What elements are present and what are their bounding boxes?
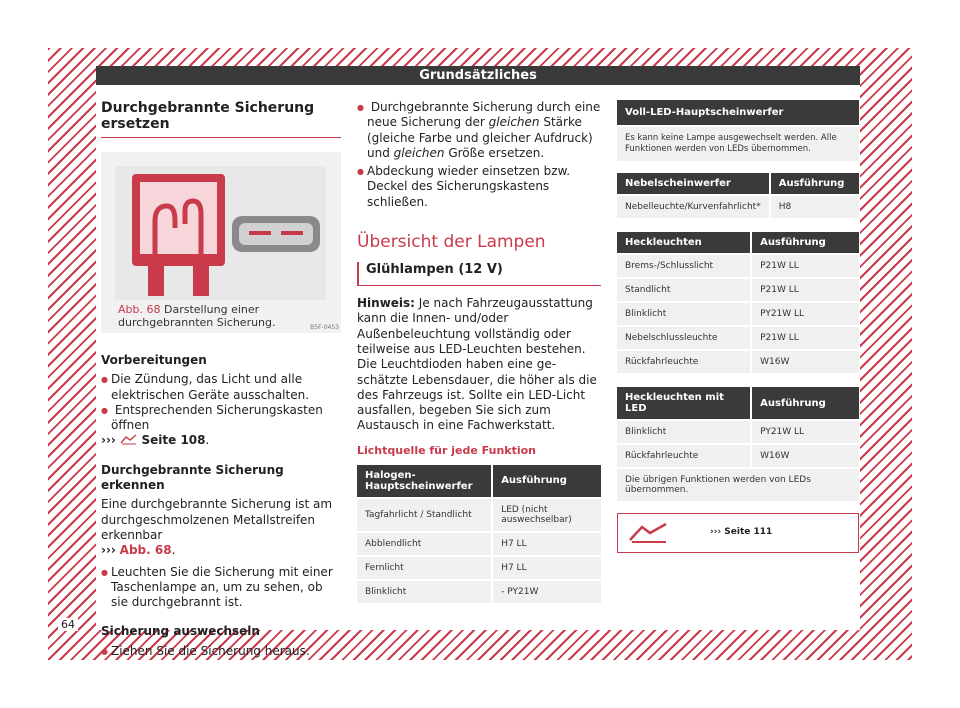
note-reference[interactable] bbox=[710, 527, 772, 537]
table-row bbox=[357, 557, 601, 579]
table-row bbox=[357, 581, 601, 603]
heck-led-table bbox=[617, 385, 859, 503]
table-row bbox=[357, 533, 601, 555]
ref-seite-111[interactable]: Seite 111 bbox=[724, 527, 773, 537]
table-cell: Tagfahrlicht / Standlicht bbox=[357, 499, 491, 531]
reference-line bbox=[101, 433, 341, 448]
hinweis-paragraph bbox=[357, 296, 601, 434]
ref-arrow-icon: ››› bbox=[710, 527, 722, 537]
table-row bbox=[617, 445, 859, 467]
ersetzen-text-c: Größe ersetzen. bbox=[444, 145, 545, 160]
table-cell: Blinklicht bbox=[357, 581, 491, 603]
table-header: Ausführung bbox=[491, 465, 601, 497]
book-icon bbox=[120, 434, 138, 445]
erkennen-ref-line bbox=[101, 543, 341, 558]
table-header: Ausführung bbox=[750, 232, 859, 253]
table-cell: P21W LL bbox=[750, 279, 859, 301]
table-row bbox=[617, 279, 859, 301]
heading-uebersicht-lampen: Übersicht der Lampen bbox=[357, 232, 546, 253]
voll-led-box bbox=[617, 100, 859, 161]
table-cell: - PY21W bbox=[491, 581, 601, 603]
bullet-sicherungskasten-text: Entsprechenden Sicherungskasten öffnen bbox=[111, 402, 323, 433]
ersetzen-text-a: Durchgebrannte Sicherung durch eine neue Sicherung der bbox=[367, 100, 601, 130]
table-cell: W16W bbox=[750, 351, 859, 373]
table-header: Ausführung bbox=[750, 387, 859, 419]
table-cell: Nebelleuchte/Kurvenfahrlicht* bbox=[617, 196, 769, 218]
ref-seite-108[interactable]: Seite 108 bbox=[141, 433, 206, 448]
halogen-table bbox=[357, 463, 601, 605]
table-cell: LED (nicht auswechselbar) bbox=[491, 499, 601, 531]
table-cell: W16W bbox=[750, 445, 859, 467]
ref-arrow-icon: ››› bbox=[101, 543, 116, 558]
table-footer-cell: Die übrigen Funktionen werden von LEDs übernommen. bbox=[617, 469, 859, 501]
lichtquelle-heading: Lichtquelle für jede Funktion bbox=[357, 443, 537, 457]
table-cell: Rückfahrleuchte bbox=[617, 445, 750, 467]
subheading-vorbereitungen: Vorbereitungen bbox=[101, 353, 207, 367]
bullet-ersetzen bbox=[357, 100, 601, 161]
ref-end: . bbox=[205, 433, 210, 448]
table-header: Nebelscheinwerfer bbox=[617, 173, 769, 194]
ersetzen-em2: gleichen bbox=[393, 145, 445, 160]
figure-box bbox=[101, 152, 341, 333]
table-cell: Brems-/Schlusslicht bbox=[617, 255, 750, 277]
table-row bbox=[617, 255, 859, 277]
bullet-abdeckung: ● Abdeckung wieder einsetzen bzw. Deckel des Sicherungskastens schließen. bbox=[357, 164, 601, 210]
table-row bbox=[617, 351, 859, 373]
table-cell: H8 bbox=[769, 196, 859, 218]
subheading-erkennen: Durchgebrannte Sicherung erkennen bbox=[101, 462, 284, 493]
table-row bbox=[357, 499, 601, 531]
heading-gluehlampen: Glühlampen (12 V) bbox=[357, 262, 601, 286]
hinweis-text: Je nach Fahrzeugausstattung kann die Innen- und/oder Außenbeleuchtung vollständig oder teilweise aus LED-Leuchten bestehen. Die Leuchtdioden haben eine geschätzte Lebensdauer, die höher als die des Fahrzeugs ist. Sollte ein LED-Licht ausfallen, begeben Sie sich zum Austausch in eine Fachwerkstatt. bbox=[357, 296, 597, 433]
subheading-auswechseln: Sicherung auswechseln bbox=[101, 624, 260, 639]
figure-code: B5F-0453 bbox=[310, 324, 339, 331]
heck-table bbox=[617, 230, 859, 375]
table-cell: Rückfahrleuchte bbox=[617, 351, 750, 373]
section-heading: Durchgebrannte Sicherung ersetzen bbox=[101, 100, 341, 138]
bullet-zuendung: ● Die Zündung, das Licht und alle elektrischen Geräte ausschalten. bbox=[101, 372, 341, 403]
voll-led-text: Es kann keine Lampe ausgewechselt werden. Alle Funktionen werden von LEDs übernommen. bbox=[617, 125, 859, 161]
table-row bbox=[617, 469, 859, 501]
table-cell: Fernlicht bbox=[357, 557, 491, 579]
table-row bbox=[617, 421, 859, 443]
right-column bbox=[617, 100, 859, 553]
erkennen-text-body: Eine durchgebrannte Sicherung ist am durchgeschmolzenen Metallstreifen erkennbar bbox=[101, 497, 333, 542]
middle-column bbox=[357, 100, 601, 605]
erkennen-text bbox=[101, 497, 341, 543]
page-header-title: Grundsätzliches bbox=[96, 66, 860, 85]
table-cell: Blinklicht bbox=[617, 421, 750, 443]
table-row bbox=[617, 303, 859, 325]
ref-abb-68[interactable]: Abb. 68 bbox=[119, 543, 172, 558]
table-cell: PY21W LL bbox=[750, 421, 859, 443]
nebel-table bbox=[617, 171, 859, 220]
page-number: 64 bbox=[58, 618, 78, 631]
table-cell: PY21W LL bbox=[750, 303, 859, 325]
table-cell: Nebelschlussleuchte bbox=[617, 327, 750, 349]
ref-arrow-icon: ››› bbox=[101, 433, 116, 448]
table-cell: Abblendlicht bbox=[357, 533, 491, 555]
fuse-illustration bbox=[115, 166, 326, 300]
table-header: Halogen-Hauptscheinwerfer bbox=[357, 465, 491, 497]
reference-note-box bbox=[617, 513, 859, 553]
table-header: Ausführung bbox=[769, 173, 859, 194]
table-row bbox=[617, 196, 859, 218]
figure-caption-text: Darstellung einer durchgebrannten Sicherung. bbox=[118, 303, 276, 329]
bullet-herausziehen: ● Ziehen Sie die Sicherung heraus. bbox=[101, 644, 341, 659]
ref-end: . bbox=[171, 543, 176, 558]
table-cell: P21W LL bbox=[750, 327, 859, 349]
table-cell: H7 LL bbox=[491, 557, 601, 579]
table-row bbox=[617, 327, 859, 349]
table-header: Heckleuchten bbox=[617, 232, 750, 253]
table-cell: Blinklicht bbox=[617, 303, 750, 325]
ersetzen-text-b: Stärke (gleiche Farbe und gleicher Aufdruck) und bbox=[367, 115, 593, 160]
voll-led-heading: Voll-LED-Hauptscheinwerfer bbox=[617, 100, 859, 125]
bullet-sicherungskasten bbox=[101, 403, 341, 434]
table-cell: Standlicht bbox=[617, 279, 750, 301]
left-column bbox=[101, 100, 341, 659]
table-header: Heckleuchten mit LED bbox=[617, 387, 750, 419]
figure-caption bbox=[118, 303, 333, 329]
bullet-taschenlampe: ● Leuchten Sie die Sicherung mit einer Taschenlampe an, um zu sehen, ob sie durchgebrannt ist. bbox=[101, 565, 341, 611]
table-cell: P21W LL bbox=[750, 255, 859, 277]
table-cell: H7 LL bbox=[491, 533, 601, 555]
hinweis-label: Hinweis: bbox=[357, 296, 415, 311]
ersetzen-em1: gleichen bbox=[488, 115, 540, 130]
figure-label: Abb. 68 bbox=[118, 303, 161, 316]
book-icon bbox=[628, 522, 670, 544]
